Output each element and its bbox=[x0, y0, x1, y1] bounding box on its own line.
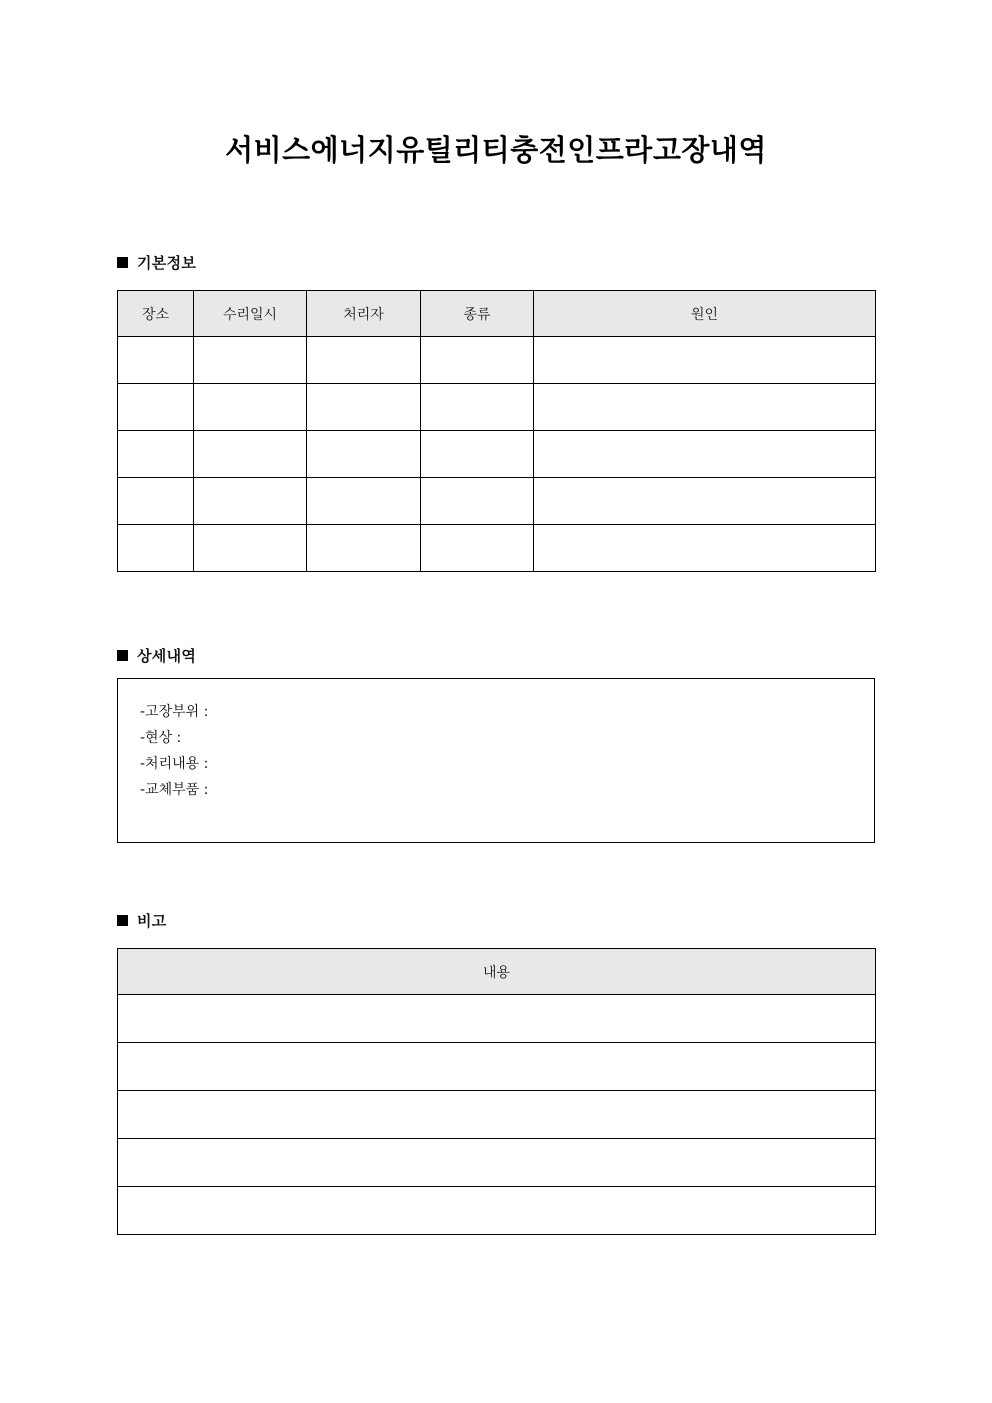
detail-text-box[interactable] bbox=[117, 678, 875, 843]
cell-content[interactable] bbox=[118, 1091, 876, 1139]
column-header-place: 장소 bbox=[118, 291, 194, 337]
section-heading-label: 기본정보 bbox=[137, 254, 197, 272]
detail-line-treatment: -처리내용 : bbox=[140, 756, 209, 772]
column-header-type: 종류 bbox=[421, 291, 534, 337]
cell-repair-datetime[interactable] bbox=[194, 431, 307, 478]
cell-cause[interactable] bbox=[534, 525, 876, 572]
square-bullet-icon bbox=[117, 257, 128, 268]
cell-place[interactable] bbox=[118, 337, 194, 384]
cell-type[interactable] bbox=[421, 337, 534, 384]
remarks-table bbox=[117, 948, 876, 1235]
section-heading-label: 비고 bbox=[137, 912, 167, 930]
square-bullet-icon bbox=[117, 650, 128, 661]
cell-type[interactable] bbox=[421, 525, 534, 572]
column-header-cause: 원인 bbox=[534, 291, 876, 337]
cell-handler[interactable] bbox=[307, 525, 421, 572]
column-header-repair-datetime: 수리일시 bbox=[194, 291, 307, 337]
cell-place[interactable] bbox=[118, 478, 194, 525]
cell-content[interactable] bbox=[118, 1187, 876, 1235]
cell-place[interactable] bbox=[118, 525, 194, 572]
table-row bbox=[118, 525, 876, 572]
table-header-row bbox=[118, 949, 876, 995]
cell-cause[interactable] bbox=[534, 478, 876, 525]
table-row bbox=[118, 478, 876, 525]
detail-line-symptom: -현상 : bbox=[140, 730, 182, 746]
section-heading-detail bbox=[117, 645, 196, 666]
table-row bbox=[118, 1091, 876, 1139]
detail-line-fault-part: -고장부위 : bbox=[140, 704, 209, 720]
column-header-handler: 처리자 bbox=[307, 291, 421, 337]
section-heading-label: 상세내역 bbox=[137, 647, 197, 665]
table-header-row bbox=[118, 291, 876, 337]
section-heading-remarks bbox=[117, 910, 167, 931]
cell-type[interactable] bbox=[421, 478, 534, 525]
table-row bbox=[118, 1187, 876, 1235]
cell-place[interactable] bbox=[118, 384, 194, 431]
basic-info-table bbox=[117, 290, 876, 572]
cell-repair-datetime[interactable] bbox=[194, 337, 307, 384]
cell-content[interactable] bbox=[118, 1043, 876, 1091]
section-heading-basic-info bbox=[117, 252, 196, 273]
cell-handler[interactable] bbox=[307, 478, 421, 525]
table-row bbox=[118, 384, 876, 431]
table-row bbox=[118, 337, 876, 384]
cell-cause[interactable] bbox=[534, 431, 876, 478]
cell-cause[interactable] bbox=[534, 337, 876, 384]
cell-handler[interactable] bbox=[307, 384, 421, 431]
cell-place[interactable] bbox=[118, 431, 194, 478]
table-row bbox=[118, 995, 876, 1043]
page-title: 서비스에너지유틸리티충전인프라고장내역 bbox=[225, 133, 767, 167]
cell-handler[interactable] bbox=[307, 431, 421, 478]
column-header-content: 내용 bbox=[118, 949, 876, 995]
table-row bbox=[118, 1043, 876, 1091]
cell-type[interactable] bbox=[421, 384, 534, 431]
table-row bbox=[118, 1139, 876, 1187]
table-row bbox=[118, 431, 876, 478]
cell-content[interactable] bbox=[118, 995, 876, 1043]
square-bullet-icon bbox=[117, 915, 128, 926]
cell-repair-datetime[interactable] bbox=[194, 478, 307, 525]
detail-line-replaced-parts: -교체부품 : bbox=[140, 782, 209, 798]
cell-repair-datetime[interactable] bbox=[194, 525, 307, 572]
cell-cause[interactable] bbox=[534, 384, 876, 431]
cell-content[interactable] bbox=[118, 1139, 876, 1187]
cell-repair-datetime[interactable] bbox=[194, 384, 307, 431]
cell-type[interactable] bbox=[421, 431, 534, 478]
cell-handler[interactable] bbox=[307, 337, 421, 384]
